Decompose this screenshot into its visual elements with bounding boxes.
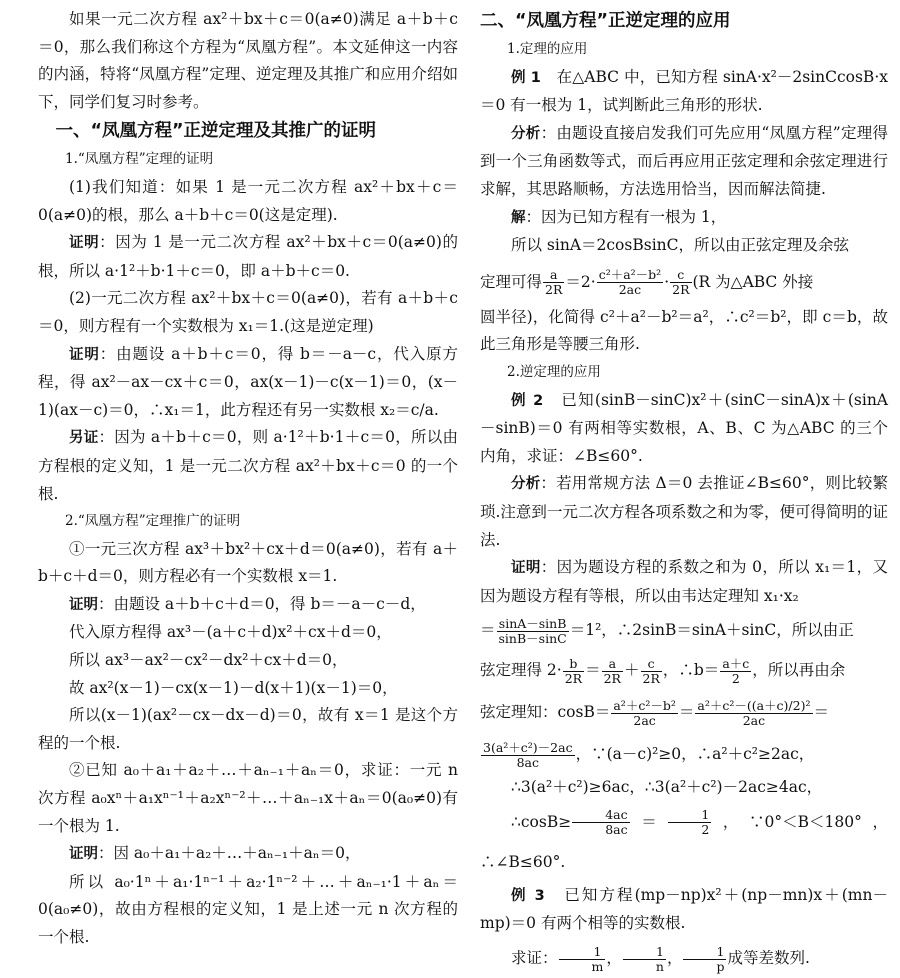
proof-2-formula: ＝ $\frac{\sin A-\sin B}{\sin B-\sin C}$ ＝1²，∴2sinB＝sinA＋sinC，所以由正 (480, 615, 854, 646)
fraction: $\frac{a}{2R}$ (603, 655, 621, 686)
example-3-claim: 求证： $\frac{1}{m}$ ， $\frac{1}{n}$ ， $\frac{1}{p}$ 成等差数列. (511, 943, 810, 974)
paragraph-text: ：由题设 a＋b＋c＝0，得 b＝－a－c，代入原方程，得 ax²－ax－cx＋c＝0，ax(x－1)－c(x－1)＝0，(x－1)(ax－c)＝0，∴x₁＝1，此方程还有另一实数根 x₂＝c/a. (38, 344, 459, 419)
paragraph (38, 341, 458, 425)
analysis-1 (480, 120, 888, 204)
fraction: $\frac{\text{3(a²＋c²)－2ac}}{8ac}$ (483, 739, 573, 770)
solution-1 (480, 204, 888, 233)
paragraph: (1)我们知道：如果 1 是一元二次方程 ax²＋bx＋c＝0(a≠0)的根，那么 a＋b＋c＝0(这是定理). (38, 177, 458, 224)
fraction: $\frac{c}{2R}$ (672, 267, 690, 298)
proof-label: 证明 (511, 560, 541, 577)
solution-label: 解 (511, 209, 526, 226)
proof-label: 证明 (69, 846, 98, 863)
analysis-text: ：若用常规方法 Δ＝0 去推证∠B≤60°，则比较繁琐.注意到一元二次方程各项系数之和为零，便可得简明的证法. (480, 474, 889, 549)
solution-1-line: 所以 sinA＝2cosBsinC，所以由正弦定理及余弦 (511, 236, 849, 255)
fraction: $\frac{\text{a²＋c²－b²}}{2ac}$ (613, 697, 676, 728)
proof-2 (480, 554, 888, 610)
left-column (38, 6, 458, 952)
example-1 (480, 64, 888, 120)
proof-2-line: ∴3(a²＋c²)≥6ac，∴3(a²＋c²)－2ac≥4ac， (511, 778, 823, 797)
paragraph: 所以(x－1)(ax²－cx－dx－d)＝0，故有 x＝1 是这个方程的一个根. (38, 706, 458, 752)
analysis-2 (480, 470, 888, 554)
fraction: $\frac{c}{2R}$ (642, 655, 660, 686)
fraction: $\frac{1}{m}$ (559, 945, 606, 974)
paragraph: ①一元三次方程 ax³＋bx²＋cx＋d＝0(a≠0)，若有 a＋b＋c＋d＝0，则方程必有一个实数根 x＝1. (38, 539, 458, 586)
example-text: 已知(sinB－sinC)x²＋(sinC－sinA)x＋(sinA－sinB)＝0 有两相等实数根，A、B、C 为△ABC 的三个内角，求证：∠B≤60°. (480, 390, 888, 465)
analysis-label: 分析 (511, 125, 541, 142)
paragraph (38, 591, 458, 620)
subheading: 2.逆定理的应用 (507, 363, 601, 380)
fraction: $\frac{a+c}{2}$ (722, 655, 750, 686)
proof-2-formula: ∴cosB≥ $\frac{4ac}{8ac}$ ＝ $\frac{1}{2}$ ，∵0°＜B＜180°，∴∠B≤60°. (480, 807, 888, 871)
paragraph: 代入原方程得 ax³－(a＋c＋d)x²＋cx＋d＝0， (69, 623, 392, 642)
proof-2-formula: 弦定理得 2· $\frac{b}{2R}$ ＝ $\frac{a}{2R}$ ＋ $\frac{c}{2R}$ ，∴b＝ $\frac{a+c}{2}$ ，所以再由余 (480, 655, 846, 686)
paragraph: 如果一元二次方程 ax²＋bx＋c＝0(a≠0)满足 a＋b＋c＝0，那么我们称这个方程为“凤凰方程”。本文延伸这一内容的内涵，特将“凤凰方程”定理、逆定理及其推广和应用介绍如下，同学们复习时参考。 (38, 10, 458, 111)
subheading: 1.定理的应用 (507, 41, 588, 57)
solution-text: ：因为已知方程有一根为 1， (525, 207, 727, 226)
example-label: 例 2 (511, 392, 544, 409)
paragraph-text: ：因 a₀＋a₁＋a₂＋…＋aₙ₋₁＋aₙ＝0， (98, 844, 361, 863)
paragraph (38, 229, 458, 285)
paragraph-text: ：由题设 a＋b＋c＋d＝0，得 b＝－a－c－d， (98, 594, 426, 613)
paragraph: 所以 a₀·1ⁿ＋a₁·1ⁿ⁻¹＋a₂·1ⁿ⁻²＋…＋aₙ₋₁·1＋aₙ＝0(a₀≠0)，故由方程根的定义知，1 是上述一元 n 次方程的一个根. (38, 872, 458, 946)
example-text: 已知方程(mp－np)x²＋(np－mn)x＋(mn－mp)＝0 有两个相等的实数根. (480, 885, 888, 933)
paragraph: 故 ax²(x－1)－cx(x－1)－d(x＋1)(x－1)＝0， (69, 678, 398, 697)
fraction: $\frac{\text{a²＋c²－((a＋c)/2)²}}{2ac}$ (697, 697, 811, 728)
proof-2-formula: $\frac{\text{3(a²＋c²)－2ac}}{8ac}$ ，∵(a－c)²≥0，∴a²＋c²≥2ac， (483, 739, 815, 770)
paragraph (38, 840, 458, 869)
proof-label: 另证 (69, 430, 99, 447)
paragraph-text: ：因为 a＋b＋c＝0，则 a·1²＋b·1＋c＝0，所以由方程根的定义知，1 是一元二次方程 ax²＋bx＋c＝0 的一个根. (38, 428, 458, 503)
proof-text: ：因为题设方程的系数之和为 0，所以 x₁＝1，又因为题设方程有等根，所以由韦达定理知 x₁·x₂ (480, 558, 888, 605)
fraction: $\frac{\sin A-\sin B}{\sin B-\sin C}$ (498, 615, 567, 646)
analysis-label: 分析 (511, 476, 541, 493)
paragraph: 所以 ax³－ax²－cx²－dx²＋cx＋d＝0， (69, 651, 348, 670)
section-heading-1: 一、“凤凰方程”正逆定理及其推广的证明 (55, 121, 377, 142)
right-column (480, 6, 888, 978)
example-text: 在△ABC 中，已知方程 sinA·x²－2sinCcosB·x＝0 有一根为 1，试判断此三角形的形状. (480, 67, 888, 115)
analysis-text: ：由题设直接启发我们可先应用“凤凰方程”定理得到一个三角函数等式，而后再应用正弦定理和余弦定理进行求解，其思路顺畅，方法选用恰当，因而解法简捷. (480, 123, 888, 198)
proof-label: 证明 (69, 346, 100, 363)
example-3 (480, 882, 888, 938)
solution-1-end: 圆半径)，化简得 c²＋a²－b²＝a²，∴c²＝b²，即 c＝b，故此三角形是等腰三角形. (480, 307, 888, 354)
example-label: 例 3 (511, 887, 545, 904)
fraction: $\frac{b}{2R}$ (564, 655, 583, 686)
proof-2-formula: 弦定理知：cosB＝ $\frac{\text{a²＋c²－b²}}{2ac}$ ＝ $\frac{\text{a²＋c²－((a＋c)/2)²}}{2ac}$ ＝ (480, 697, 830, 728)
fraction: $\frac{1}{n}$ (623, 945, 666, 974)
subheading: 1.“凤凰方程”定理的证明 (65, 151, 214, 168)
fraction: $\frac{1}{p}$ (683, 945, 726, 974)
paragraph: (2)一元二次方程 ax²＋bx＋c＝0(a≠0)，若有 a＋b＋c＝0，则方程有一个实数根为 x₁＝1.(这是逆定理) (38, 289, 458, 335)
solution-1-formula: 定理可得 $\frac{a}{2R}$ ＝2· $\frac{\text{c²＋a²－b²}}{2ac}$ · $\frac{c}{2R}$ (R 为△ABC 外接 (480, 267, 814, 298)
paragraph (38, 424, 458, 508)
example-2 (480, 387, 888, 471)
fraction: $\frac{a}{2R}$ (545, 267, 563, 298)
section-heading-2: 二、“凤凰方程”正逆定理的应用 (480, 11, 731, 31)
proof-label: 证明 (69, 596, 98, 613)
paragraph-text: ：因为 1 是一元二次方程 ax²＋bx＋c＝0(a≠0)的根，所以 a·1²＋b·1＋c＝0，即 a＋b＋c＝0. (38, 233, 459, 280)
paragraph: ②已知 a₀＋a₁＋a₂＋…＋aₙ₋₁＋aₙ＝0，求证：一元 n 次方程 a₀xⁿ＋a₁xⁿ⁻¹＋a₂xⁿ⁻²＋…＋aₙ₋₁x＋aₙ＝0(a₀≠0)有一个根为 1. (38, 761, 458, 835)
fraction: $\frac{\text{c²＋a²－b²}}{2ac}$ (598, 267, 662, 298)
fraction: $\frac{1}{2}$ (668, 808, 711, 837)
fraction: $\frac{4ac}{8ac}$ (572, 808, 629, 837)
proof-label: 证明 (69, 235, 100, 252)
subheading: 2.“凤凰方程”定理推广的证明 (65, 513, 241, 530)
example-label: 例 1 (511, 69, 541, 86)
